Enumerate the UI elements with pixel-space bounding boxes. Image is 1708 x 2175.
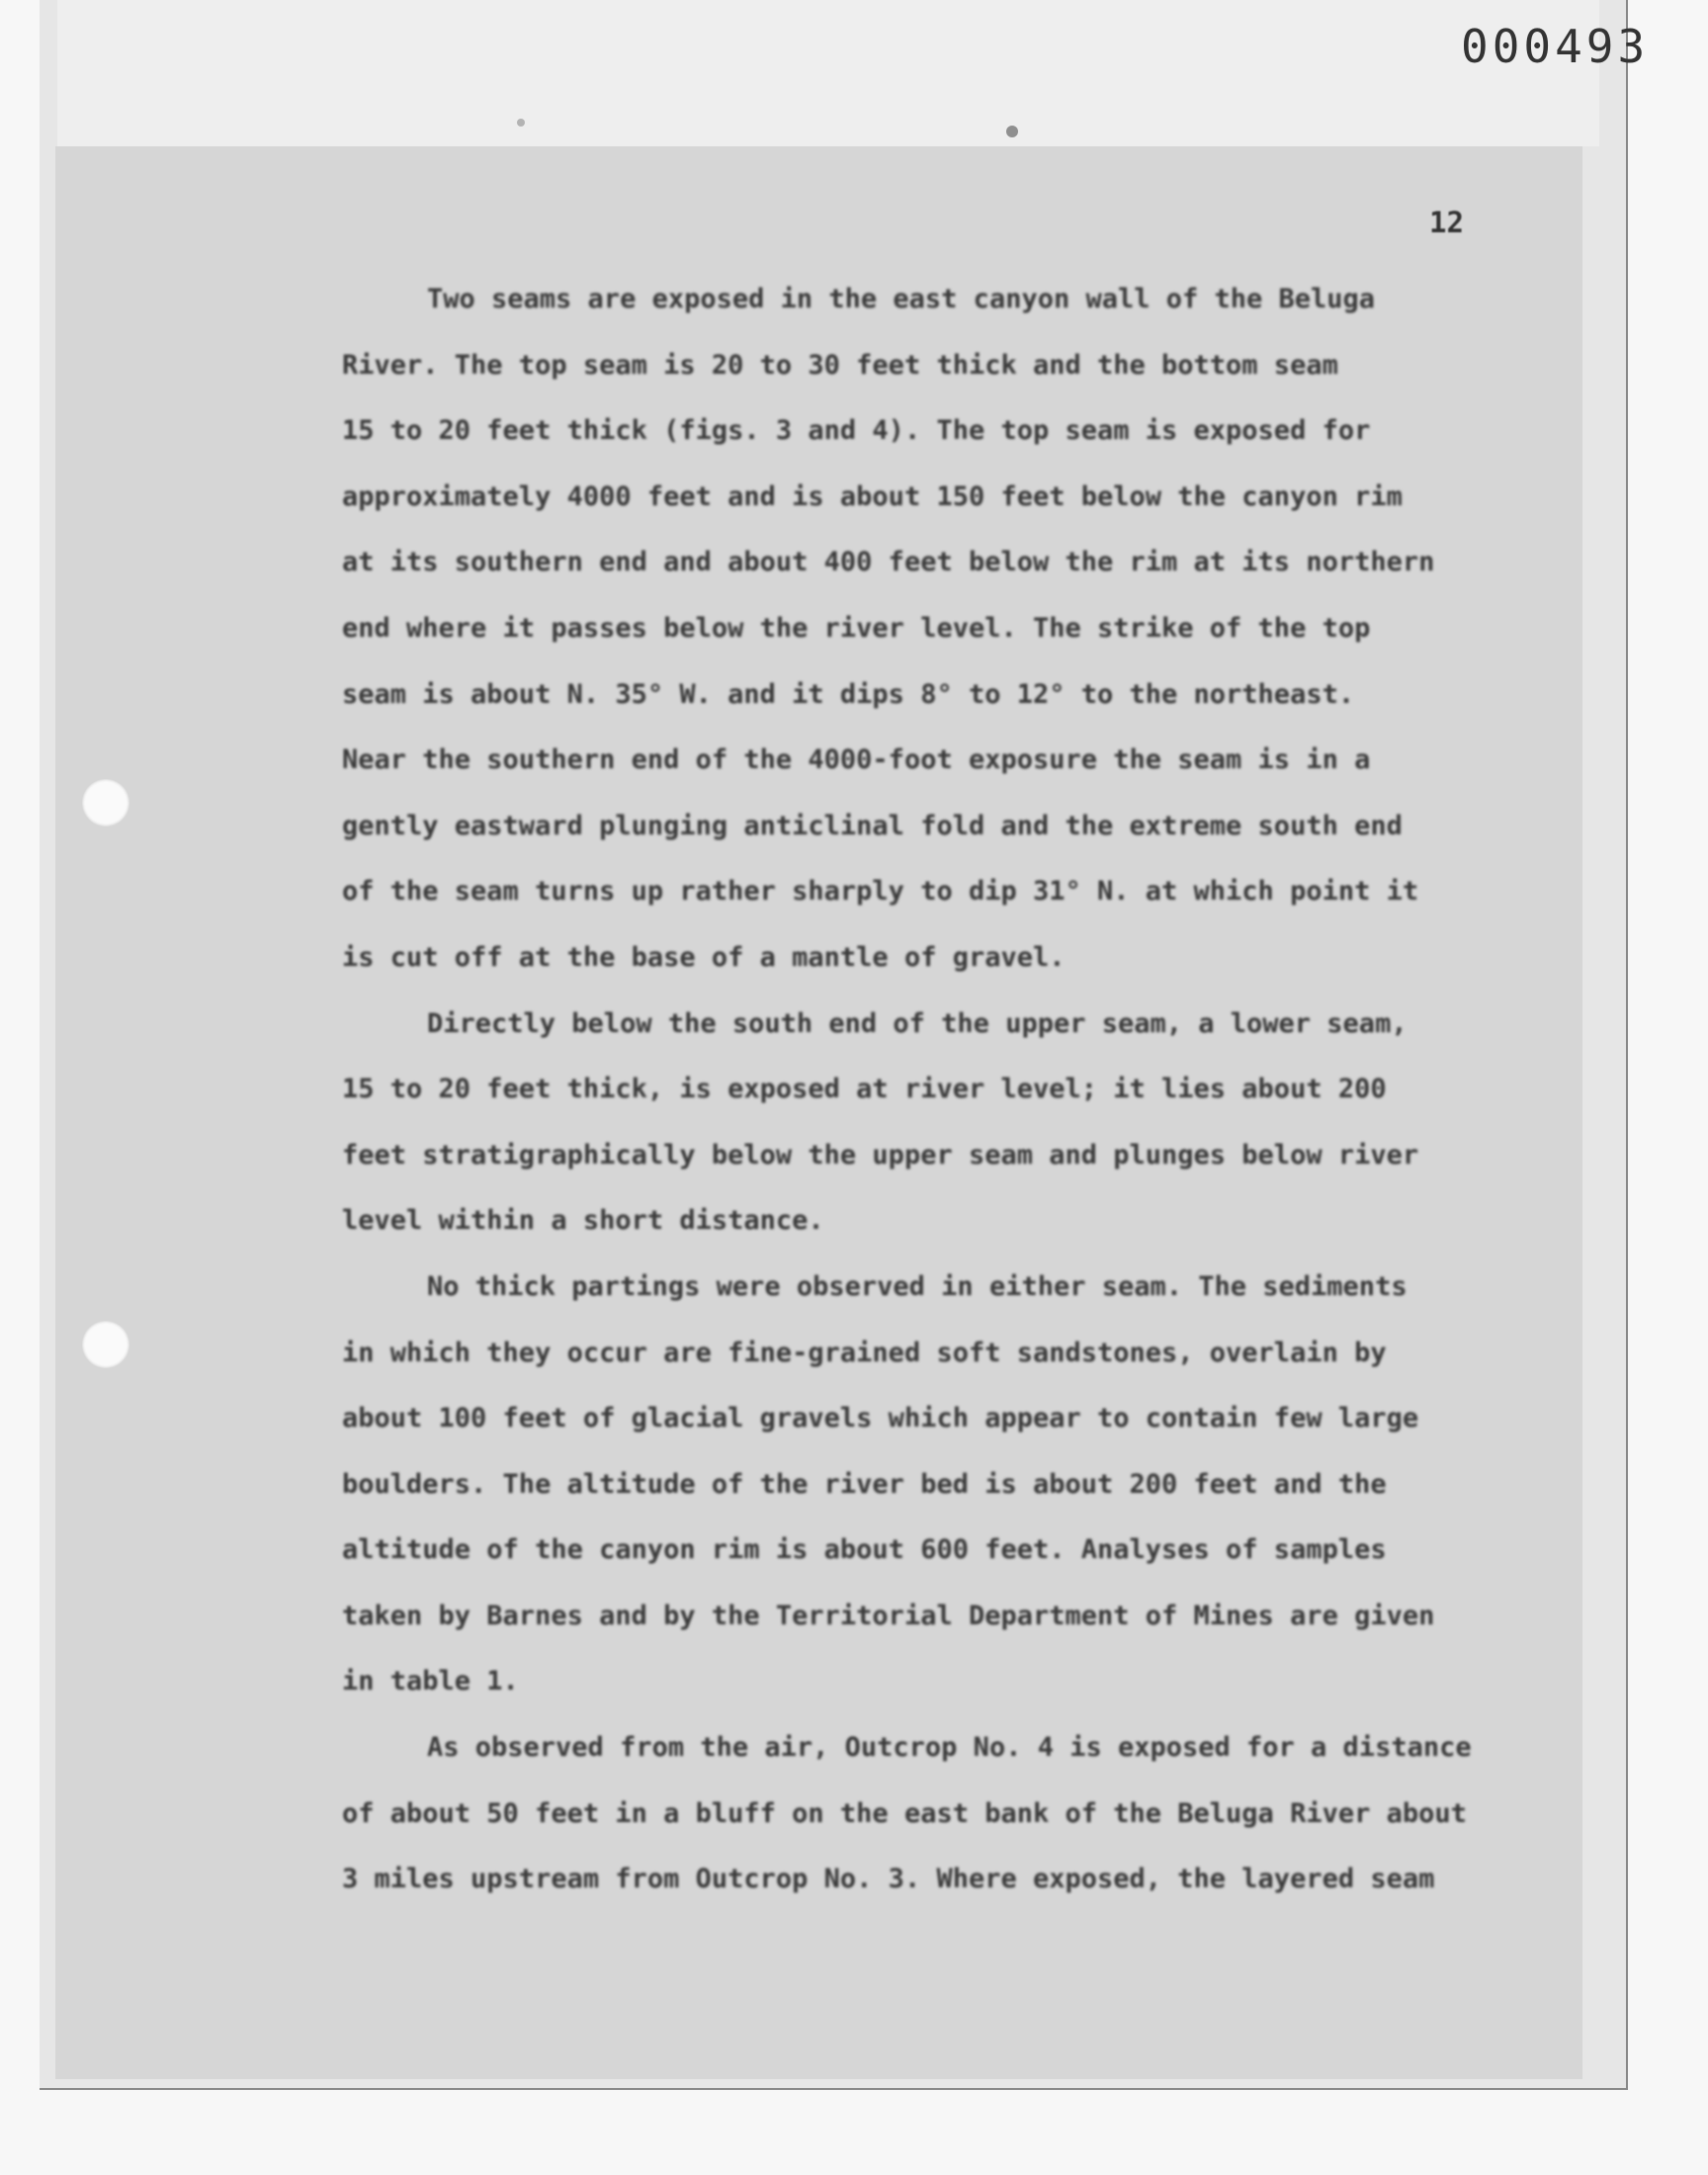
paragraph: Two seams are exposed in the east canyon wall of the Beluga River. The top seam is 20 to 30 feet thick and the bottom seam 15 to 20 feet thick (figs. 3 and 4). The top seam is exposed for approximately 4000 feet and is about 150 feet below the canyon rim at its southern end and about 400 feet below the rim at its northern end where it passes below the river level. The strike of the top seam is about N. 35° W. and it dips 8° to 12° to the northeast. Near the southern end of the 4000-foot exposure the seam is in a gently eastward plunging anticlinal fold and the extreme south end of the seam turns up rather sharply to dip 31° N. at which point it is cut off at the base of a mantle of gravel. <box>342 284 1435 973</box>
punch-hole-lower <box>82 1321 129 1368</box>
scan-speck <box>517 119 525 127</box>
page-number: 12 <box>1429 206 1464 239</box>
scanned-sheet <box>40 0 1650 2090</box>
paragraph: Directly below the south end of the upper seam, a lower seam, 15 to 20 feet thick, is exposed at river level; it lies about 200 feet stratigraphically below the upper seam and plunges below river level within a short distance. <box>342 1007 1419 1237</box>
paragraph: No thick partings were observed in either seam. The sediments in which they occur are fine-grained soft sandstones, overlain by about 100 feet of glacial gravels which appear to contain few large boulders. The altitude of the river bed is about 200 feet and the altitude of the canyon rim is about 600 feet. Analyses of samples taken by Barnes and by the Territorial Department of Mines are given in table 1. <box>342 1270 1435 1697</box>
scan-top-margin <box>57 0 1650 146</box>
punch-hole-upper <box>82 779 129 826</box>
paragraph: As observed from the air, Outcrop No. 4 is exposed for a distance of about 50 feet in a bluff on the east bank of the Beluga River about 3 miles upstream from Outcrop No. 3. Where exposed, the layered seam <box>342 1732 1472 1895</box>
body-text <box>342 267 1548 1913</box>
scan-speck <box>1006 126 1018 137</box>
document-number: 000493 <box>1461 20 1650 73</box>
